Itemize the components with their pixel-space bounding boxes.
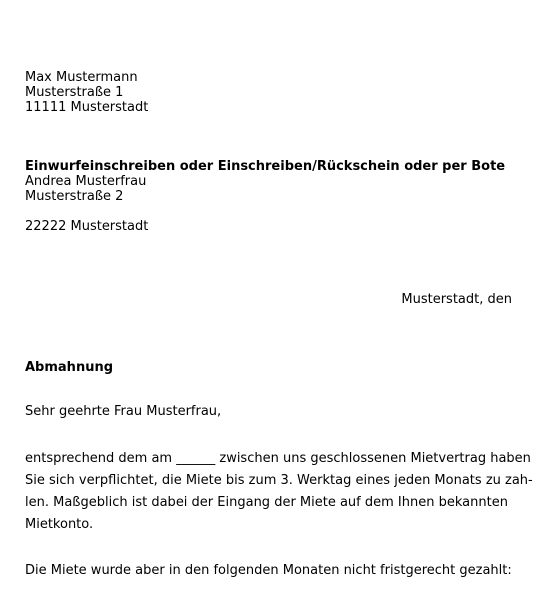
sender-address bbox=[25, 70, 148, 115]
paragraph-line: entsprechend dem am ______ zwischen uns geschlossenen Mietvertrag haben bbox=[25, 451, 531, 466]
body-paragraph-2: Die Miete wurde aber in den folgenden Monaten nicht fristgerecht gezahlt: bbox=[25, 563, 512, 578]
recipient-address bbox=[25, 159, 505, 234]
delivery-method: Einwurfeinschreiben oder Einschreiben/Rückschein oder per Bote bbox=[25, 159, 506, 174]
paragraph-line: Mietkonto. bbox=[25, 517, 94, 532]
sender-street: Musterstraße 1 bbox=[25, 85, 124, 100]
salutation: Sehr geehrte Frau Musterfrau, bbox=[25, 404, 222, 419]
recipient-city: 22222 Musterstadt bbox=[25, 219, 149, 234]
recipient-street: Musterstraße 2 bbox=[25, 189, 124, 204]
date-line: Musterstadt, den bbox=[401, 292, 512, 307]
paragraph-line: Sie sich verpflichtet, die Miete bis zum 3. Werktag eines jeden Monats zu zah- bbox=[25, 473, 533, 488]
letter-subject: Abmahnung bbox=[25, 360, 114, 375]
body-paragraph-1 bbox=[25, 448, 533, 536]
recipient-name: Andrea Musterfrau bbox=[25, 174, 147, 189]
sender-name: Max Mustermann bbox=[25, 70, 138, 85]
paragraph-line: len. Maßgeblich ist dabei der Eingang der Miete auf dem Ihnen bekannten bbox=[25, 495, 508, 510]
sender-city: 11111 Musterstadt bbox=[25, 100, 149, 115]
